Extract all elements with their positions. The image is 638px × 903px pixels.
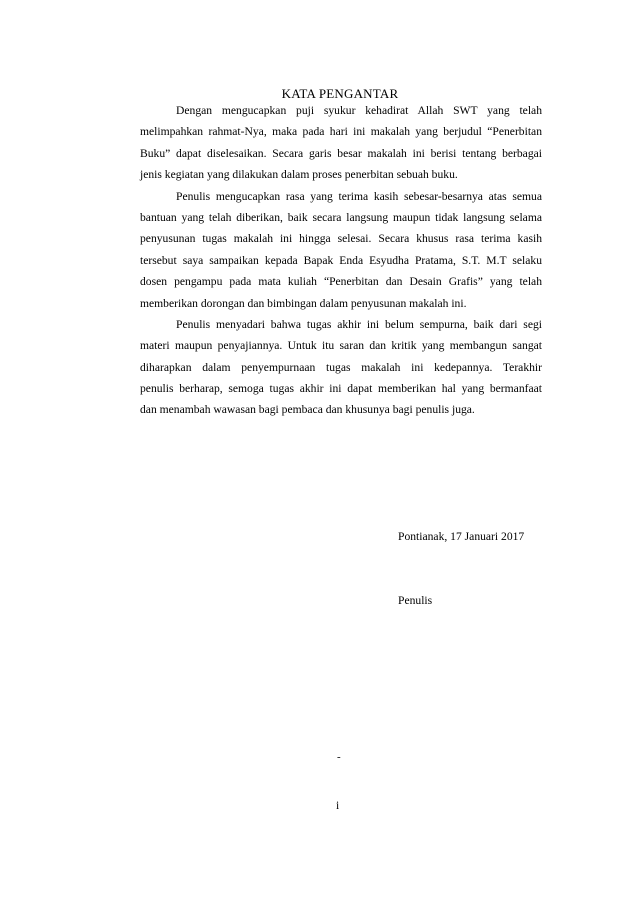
paragraph-1 bbox=[140, 100, 542, 186]
text-line: dan menambah wawasan bagi pembaca dan khusunya bagi penulis juga. bbox=[140, 403, 475, 417]
page-number: i bbox=[336, 799, 340, 812]
dash-mark: - bbox=[337, 751, 341, 763]
text-line: dosen pengampu pada mata kuliah “Penerbitan dan Desain Grafis” yang telah bbox=[140, 275, 542, 289]
paragraph-2 bbox=[140, 186, 542, 314]
text-line: Penulis menyadari bahwa tugas akhir ini belum sempurna, baik dari segi bbox=[176, 317, 542, 331]
text-line: memberikan dorongan dan bimbingan dalam penyusunan makalah ini. bbox=[140, 296, 467, 310]
signature-name: Penulis bbox=[398, 594, 433, 607]
text-line: diharapkan dalam penyempurnaan tugas makalah ini kedepannya. Terakhir bbox=[140, 360, 542, 374]
text-line: Dengan mengucapkan puji syukur kehadirat Allah SWT yang telah bbox=[176, 104, 542, 117]
text-line: bantuan yang telah diberikan, baik secara langsung maupun tidak langsung selama bbox=[140, 210, 542, 224]
place-date: Pontianak, 17 Januari 2017 bbox=[398, 530, 525, 543]
text-line: tersebut saya sampaikan kepada Bapak Enda Esyudha Pratama, S.T. M.T selaku bbox=[140, 253, 542, 267]
text-line: materi maupun penyajiannya. Untuk itu saran dan kritik yang membangun sangat bbox=[140, 339, 542, 353]
text-line: Penulis mengucapkan rasa yang terima kasih sebesar-besarnya atas semua bbox=[176, 189, 542, 203]
text-line: Buku” dapat diselesaikan. Secara garis besar makalah ini berisi tentang berbagai bbox=[140, 146, 542, 160]
body-text bbox=[140, 100, 542, 421]
text-line: penyusunan tugas makalah ini hingga selesai. Secara khusus rasa terima kasih bbox=[140, 232, 542, 246]
text-line: penulis berharap, semoga tugas akhir ini dapat memberikan hal yang bermanfaat bbox=[140, 382, 542, 396]
text-line: melimpahkan rahmat-Nya, maka pada hari ini makalah yang berjudul “Penerbitan bbox=[140, 125, 542, 139]
page-title: KATA PENGANTAR bbox=[281, 86, 399, 101]
text-line: jenis kegiatan yang dilakukan dalam proses penerbitan sebuah buku. bbox=[140, 168, 458, 182]
paragraph-3 bbox=[140, 314, 542, 421]
